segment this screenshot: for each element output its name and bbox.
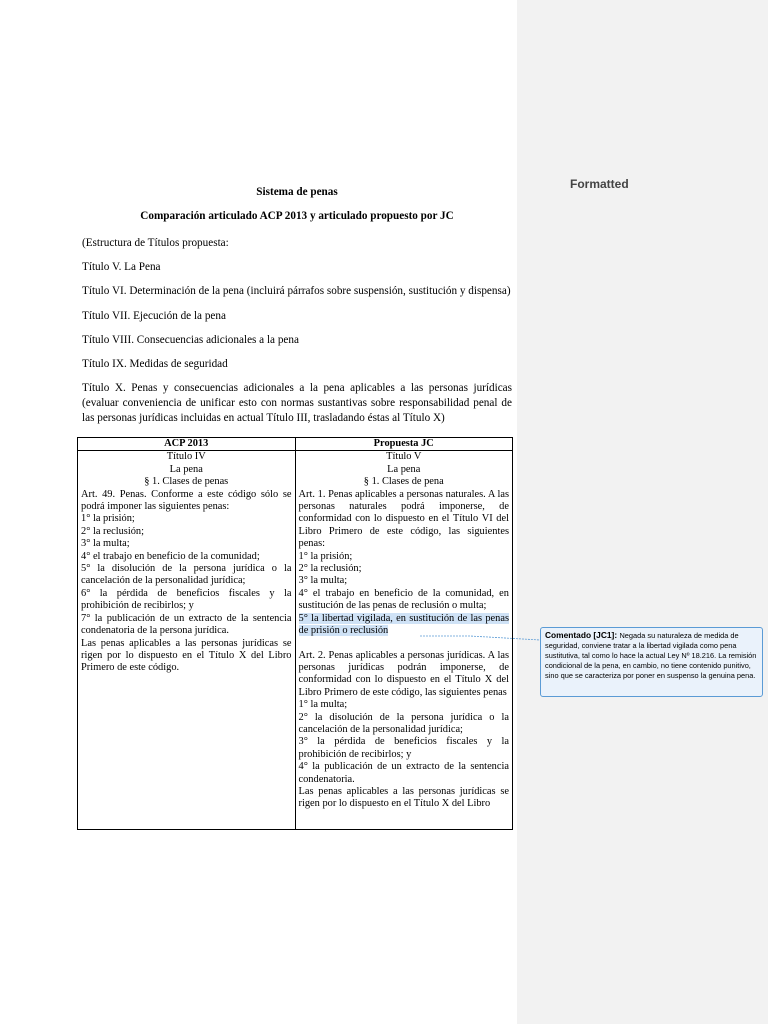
acp-column: [78, 451, 296, 830]
paragraph: Título VII. Ejecución de la pena: [82, 310, 226, 322]
propuesta-title-line: Título V: [386, 451, 422, 463]
document-subtitle: Comparación articulado ACP 2013 y articulado propuesto por JC: [140, 210, 454, 222]
acp-text: Las penas aplicables a las personas jurídicas se rigen por lo dispuesto en el Título X del Libro Primero de este código.: [81, 637, 292, 674]
acp-text: Art. 49. Penas. Conforme a este código sólo se podrá imponer las siguientes penas:: [81, 488, 292, 513]
commented-text[interactable]: [299, 613, 510, 638]
acp-title-line: La pena: [169, 463, 203, 475]
paragraph: Título IX. Medidas de seguridad: [82, 358, 228, 370]
paragraph: Título X. Penas y consecuencias adicionales a la pena aplicables a las personas jurídicas (evaluar conveniencia de unificar esto con normas sustantivas sobre responsabilidad penal de las personas jurídicas incluidas en actual Título III, trasladando éstas al Título X): [82, 382, 512, 424]
paragraph: Título VIII. Consecuencias adicionales a la pena: [82, 334, 299, 346]
paragraph: Título V. La Pena: [82, 261, 161, 273]
propuesta-text: 4° el trabajo en beneficio de la comunidad, en sustitución de las penas de reclusión o multa;: [298, 587, 509, 612]
paragraph: (Estructura de Títulos propuesta:: [82, 237, 229, 249]
acp-text: 4° el trabajo en beneficio de la comunidad;: [81, 550, 260, 562]
propuesta-text: 2° la disolución de la persona jurídica o la cancelación de la personalidad jurídica;: [298, 711, 509, 735]
formatted-label: Formatted: [570, 177, 629, 191]
comments-pane: [517, 0, 768, 1024]
comment-author: Comentado [JC1]:: [545, 630, 620, 640]
comment-highlight[interactable]: 5° la libertad vigilada, en sustitución de las penas de prisión o reclusión: [298, 612, 509, 637]
propuesta-title-line: § 1. Clases de pena: [363, 476, 444, 488]
comment-text: Negada su naturaleza de medida de seguridad, conviene tratar a la libertad vigilada como pena sustitutiva, tal como lo hace la actual Ley Nº 18.216. La remisión condicional de la pena, en cambio, no tiene contenido punitivo, sino que se caracteriza por poner en suspenso la genuina pena.: [545, 631, 757, 680]
acp-text: 3° la multa;: [81, 538, 130, 550]
acp-text: 6° la pérdida de beneficios fiscales y la prohibición de recibirlos; y: [81, 587, 292, 612]
propuesta-text: Las penas aplicables a las personas jurídicas se rigen por lo dispuesto en el Título X del Libro: [298, 785, 509, 810]
paragraph: Título VI. Determinación de la pena (incluirá párrafos sobre suspensión, sustitución y dispensa): [82, 285, 511, 297]
propuesta-text: 2° la reclusión;: [298, 563, 362, 575]
propuesta-column: [295, 451, 513, 830]
propuesta-text: 4° la publicación de un extracto de la sentencia condenatoria.: [298, 761, 509, 785]
acp-text: 2° la reclusión;: [81, 525, 145, 537]
propuesta-title-line: La pena: [387, 463, 421, 475]
table-header-propuesta: Propuesta JC: [295, 438, 513, 451]
acp-text: 5° la disolución de la persona jurídica o la cancelación de la personalidad jurídica;: [81, 563, 292, 587]
propuesta-text: Art. 1. Penas aplicables a personas naturales. A las personas naturales podrá imponerse, de conformidad con lo dispuesto en el Título VI del Libro Primero de este código, las siguientes penas:: [298, 488, 509, 550]
propuesta-text: Art. 2. Penas aplicables a personas jurídicas. A las personas jurídicas podrán imponerse, de conformidad con lo dispuesto en el Título X del Libro Primero de este código, las siguientes penas: [298, 649, 509, 698]
document-title: Sistema de penas: [256, 186, 338, 198]
comparison-table: [77, 437, 513, 830]
propuesta-text: 1° la multa;: [298, 699, 348, 711]
propuesta-text: 3° la multa;: [298, 575, 348, 587]
acp-title-line: § 1. Clases de penas: [144, 476, 229, 488]
comment-balloon[interactable]: [540, 627, 763, 697]
acp-text: 7° la publicación de un extracto de la sentencia condenatoria de la persona jurídica.: [81, 612, 292, 637]
propuesta-text: 3° la pérdida de beneficios fiscales y la prohibición de recibirlos; y: [298, 736, 509, 760]
acp-title-line: Título IV: [166, 451, 206, 463]
propuesta-text: 1° la prisión;: [298, 550, 353, 562]
acp-text: 1° la prisión;: [81, 513, 135, 525]
table-header-acp: ACP 2013: [78, 438, 296, 451]
